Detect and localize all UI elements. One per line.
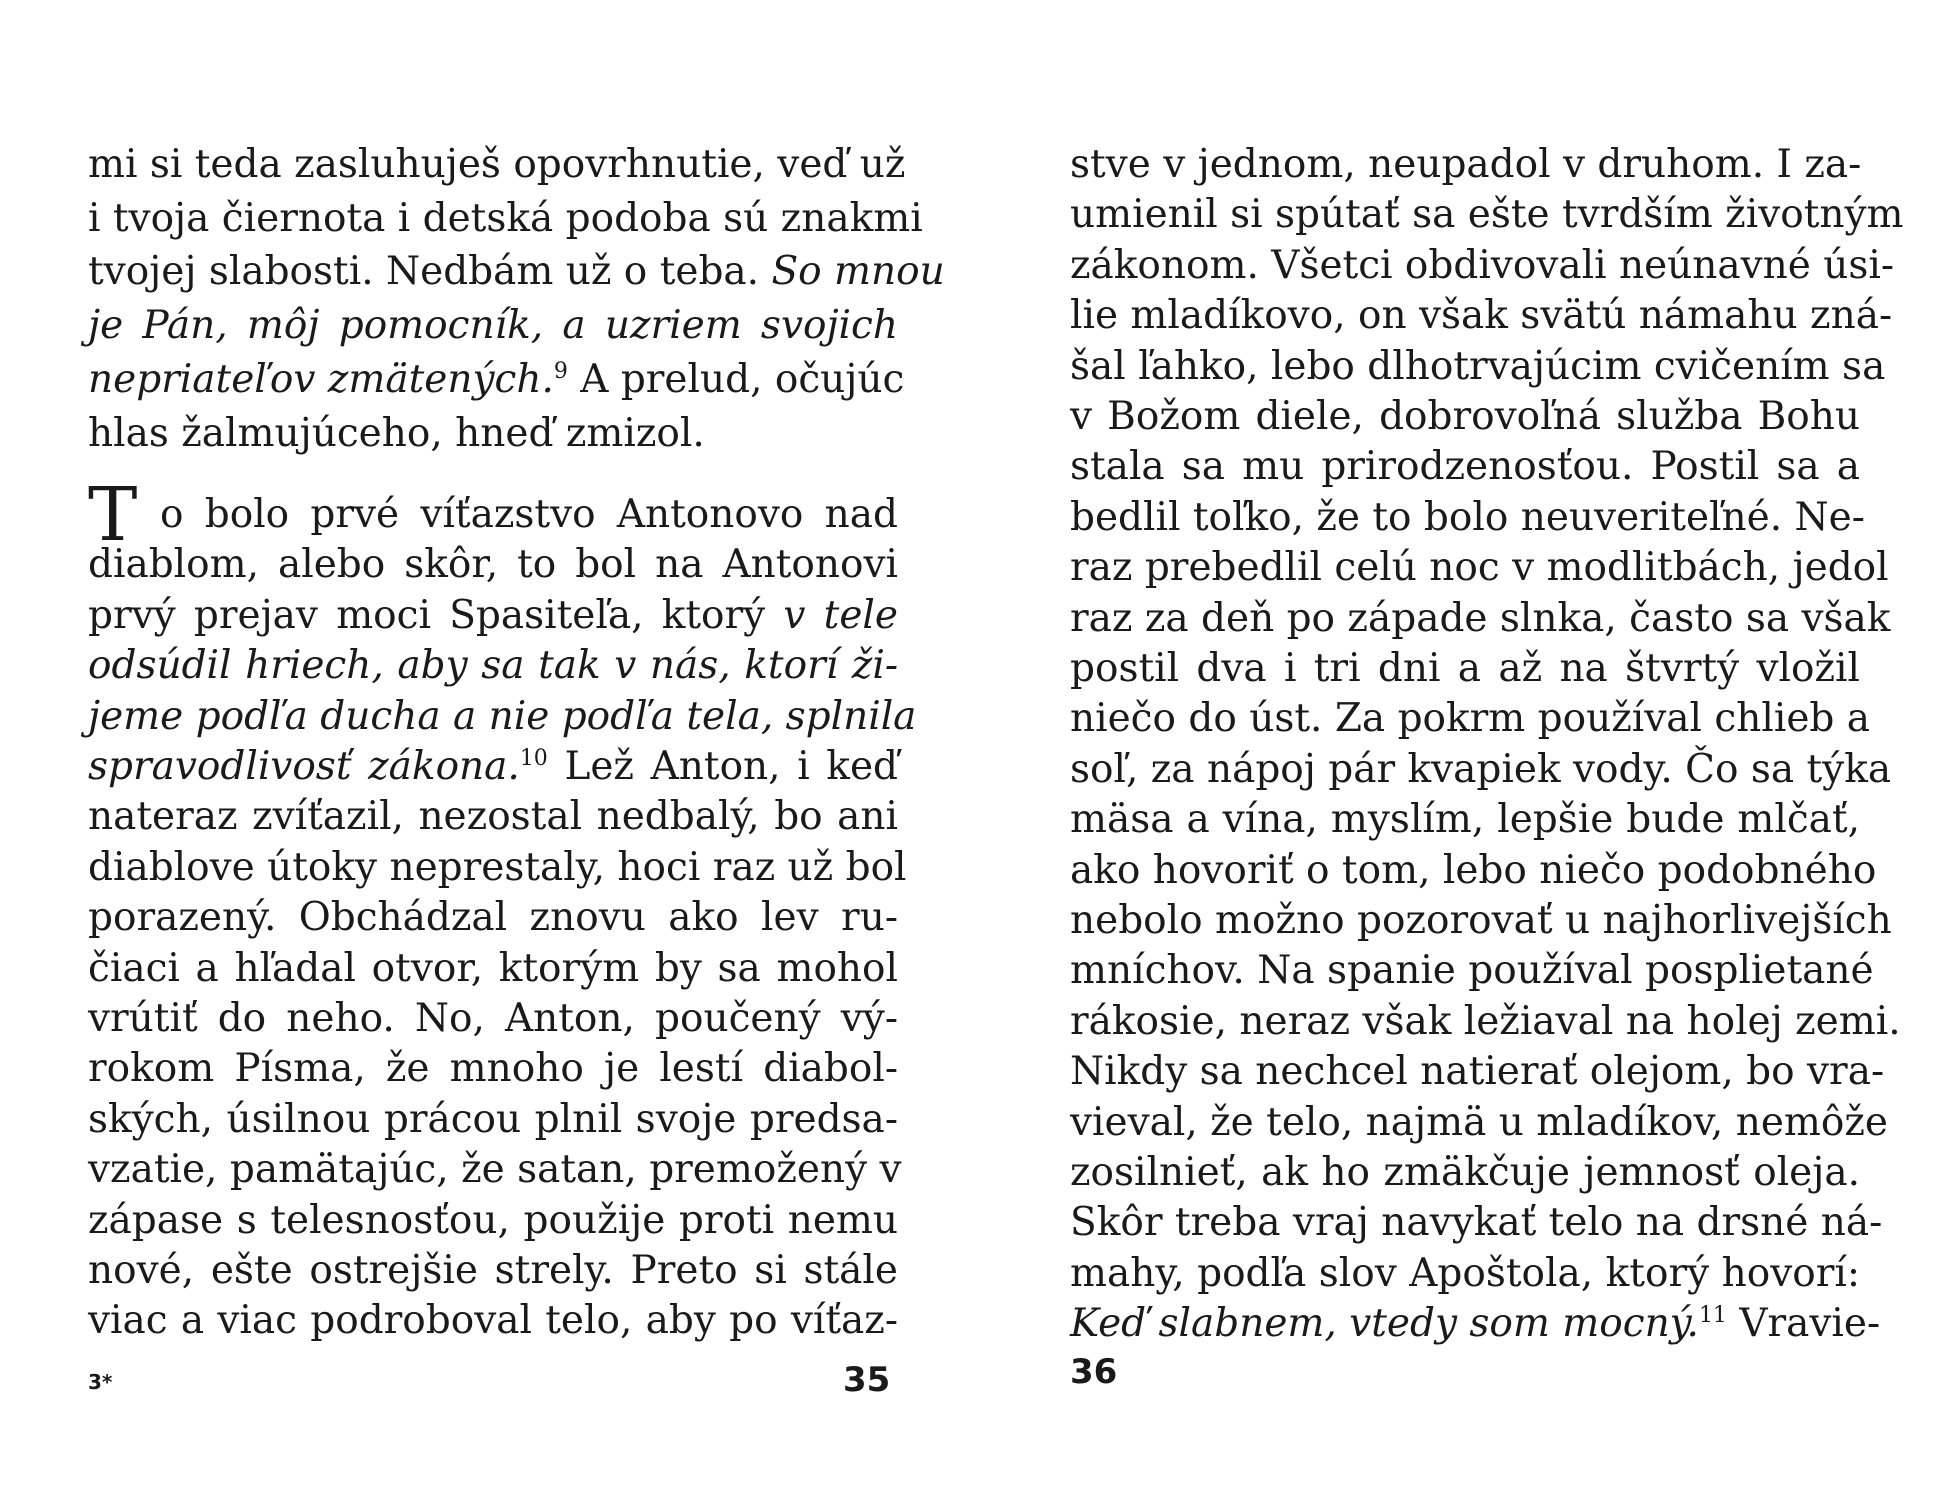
text-line bbox=[88, 641, 898, 691]
text-line: prvý prejav moci Spasiteľa, ktorý v tele bbox=[88, 592, 898, 638]
text-line: ako hovoriť o tom, lebo niečo podobného bbox=[1070, 847, 1877, 893]
text-line: nepriateľov zmätených.$^9$ A prelud, očujúc bbox=[88, 356, 905, 402]
text-line: ských, úsilnou prácou plnil svoje predsa- bbox=[88, 1096, 898, 1142]
text-line: soľ, za nápoj pár kvapiek vody. Čo sa týka bbox=[1070, 746, 1892, 792]
page-number-left: 35 bbox=[843, 1360, 891, 1400]
text-line: diablove útoky neprestaly, hoci raz už bol bbox=[88, 844, 907, 890]
text-line: Nikdy sa nechcel natierať olejom, bo vra- bbox=[1070, 1049, 1885, 1095]
text-line bbox=[88, 301, 898, 351]
text-line: nové, ešte ostrejšie strely. Preto si stále bbox=[88, 1248, 898, 1293]
text-line: viac a viac podroboval telo, aby po víťaz- bbox=[88, 1298, 898, 1344]
text-line: rákosie, neraz však ležiaval na holej zemi. bbox=[1070, 998, 1901, 1044]
text-line: vrútiť do neho. No, Anton, poučený vý- bbox=[88, 996, 898, 1041]
text-line: šal ľahko, lebo dlhotrvajúcim cvičením sa bbox=[1070, 343, 1886, 389]
footnote-ref: 10 bbox=[519, 746, 548, 771]
text-line: zosilnieť, ak ho zmäkčuje jemnosť oleja. bbox=[1070, 1150, 1860, 1195]
italic-quote: je Pán, môj pomocník, a uzriem svojich bbox=[88, 303, 898, 349]
text-line: o bolo prvé víťazstvo Antonovo nad bbox=[160, 492, 898, 537]
text-line: mi si teda zasluhuješ opovrhnutie, veď už bbox=[88, 142, 906, 187]
text-line: hlas žalmujúceho, hneď zmizol. bbox=[88, 410, 705, 456]
footnote-ref: 11 bbox=[1698, 1303, 1727, 1329]
text-line: mäsa a vína, myslím, lepšie bude mlčať, bbox=[1070, 797, 1860, 843]
text-line: Keď slabnem, vtedy som mocný.$^{11}$ Vravie- bbox=[1070, 1301, 1881, 1347]
text-line: umienil si spútať sa ešte tvrdším životným bbox=[1070, 192, 1904, 238]
italic-quote: So mnou bbox=[771, 249, 945, 295]
text-line: mahy, podľa slov Apoštola, ktorý hovorí: bbox=[1070, 1250, 1860, 1296]
text-line: rokom Písma, že mnoho je lestí diabol- bbox=[88, 1046, 898, 1092]
text-line: tvojej slabosti. Nedbám už o teba. So mnou bbox=[88, 249, 945, 295]
italic-quote: nepriateľov zmätených. bbox=[88, 356, 554, 402]
text-line: lie mladíkovo, on však svätú námahu zná- bbox=[1070, 293, 1893, 339]
text-line: vieval, že telo, najmä u mladíkov, nemôže bbox=[1070, 1099, 1889, 1145]
text-line: stve v jednom, neupadol v druhom. I za- bbox=[1070, 142, 1862, 187]
footnote-ref: 9 bbox=[553, 358, 568, 384]
text-line: zákonom. Všetci obdivovali neúnavné úsi- bbox=[1070, 242, 1895, 288]
text-line: raz za deň po západe slnka, často sa však bbox=[1070, 595, 1891, 641]
italic-quote: Keď slabnem, vtedy som mocný. bbox=[1070, 1301, 1699, 1347]
text-line: vzatie, pamätajúc, že satan, premožený v bbox=[88, 1147, 902, 1193]
text-line: postil dva i tri dni a až na štvrtý vložil bbox=[1070, 646, 1860, 691]
text-line: i tvoja čiernota i detská podoba sú znakmi bbox=[88, 195, 923, 241]
italic-quote: odsúdil hriech, aby sa tak v nás, ktorí ži- bbox=[88, 643, 898, 689]
italic-quote: jeme podľa ducha a nie podľa tela, splnila bbox=[88, 693, 917, 739]
text-line: porazený. Obchádzal znovu ako lev ru- bbox=[88, 895, 898, 941]
text-line: čiaci a hľadal otvor, ktorým by sa mohol bbox=[88, 945, 898, 991]
text-line: diablom, alebo skôr, to bol na Antonovi bbox=[88, 542, 898, 588]
drop-cap: T bbox=[88, 472, 138, 558]
text-line: niečo do úst. Za pokrm používal chlieb a bbox=[1070, 696, 1871, 742]
text-line: zápase s telesnosťou, použije proti nemu bbox=[88, 1197, 898, 1243]
text-line: nateraz zvíťazil, nezostal nedbalý, bo ani bbox=[88, 794, 898, 840]
text-line: spravodlivosť zákona.$^{10}$ Lež Anton, i keď bbox=[88, 744, 898, 789]
italic-quote: spravodlivosť zákona. bbox=[88, 744, 520, 789]
page-number-right: 36 bbox=[1070, 1352, 1118, 1392]
text-line: v Božom diele, dobrovoľná služba Bohu bbox=[1070, 394, 1860, 439]
text-line: stala sa mu prirodzenosťou. Postil sa a bbox=[1070, 444, 1860, 490]
text-line: bedlil toľko, že to bolo neuveriteľné. Ne- bbox=[1070, 494, 1865, 540]
italic-quote: v tele bbox=[783, 592, 898, 638]
text-line bbox=[88, 692, 917, 742]
text-line: raz prebedlil celú noc v modlitbách, jedol bbox=[1070, 545, 1889, 591]
text-line: mníchov. Na spanie používal posplietané bbox=[1070, 948, 1874, 994]
text-line: Skôr treba vraj navykať telo na drsné ná- bbox=[1070, 1200, 1883, 1246]
text-line: nebolo možno pozorovať u najhorlivejších bbox=[1070, 898, 1892, 943]
signature-mark: 3* bbox=[88, 1370, 113, 1394]
